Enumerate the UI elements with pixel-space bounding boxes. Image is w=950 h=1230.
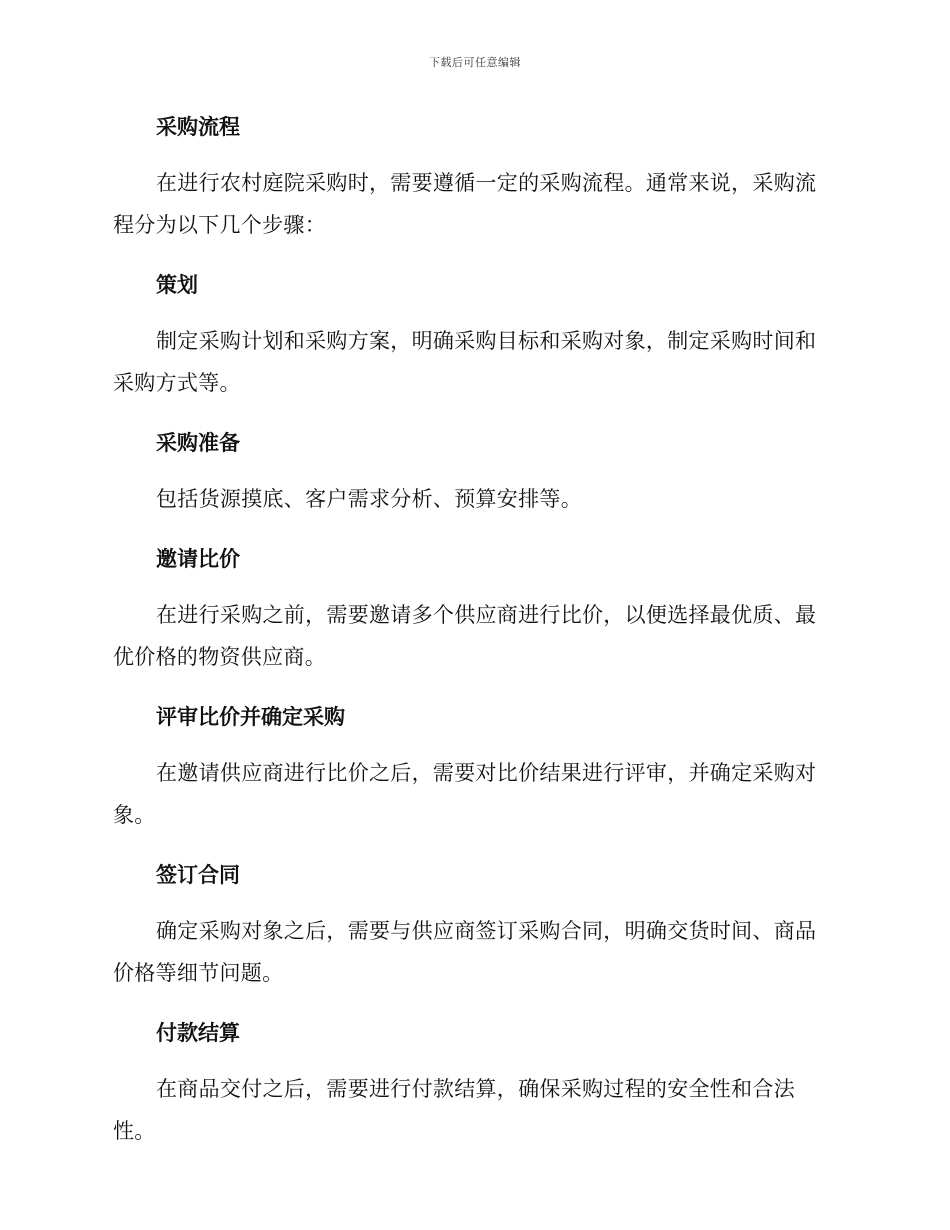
section-heading-invite-bids: 邀请比价 — [156, 547, 240, 571]
section-heading-payment-settlement: 付款结算 — [156, 1021, 240, 1045]
section-heading-preparation: 采购准备 — [156, 431, 240, 455]
section-body-invite-bids: 在进行采购之前，需要邀请多个供应商进行比价，以便选择最优质、最优价格的物资供应商。 — [113, 603, 817, 669]
page-header: 下载后可任意编辑 — [429, 56, 521, 69]
document-content — [113, 108, 833, 1172]
section-body-procurement-process: 在进行农村庭院采购时，需要遵循一定的采购流程。通常来说，采购流程分为以下几个步骤： — [113, 171, 817, 237]
section-body-sign-contract: 确定采购对象之后，需要与供应商签订采购合同，明确交货时间、商品价格等细节问题。 — [113, 919, 817, 985]
section-body-preparation: 包括货源摸底、客户需求分析、预算安排等。 — [156, 487, 582, 511]
section-heading-sign-contract: 签订合同 — [156, 863, 240, 887]
section-body-payment-settlement: 在商品交付之后，需要进行付款结算，确保采购过程的安全性和合法性。 — [113, 1077, 795, 1143]
section-heading-review-and-confirm: 评审比价并确定采购 — [156, 705, 345, 729]
section-heading-procurement-process: 采购流程 — [156, 115, 240, 139]
section-body-review-and-confirm: 在邀请供应商进行比价之后，需要对比价结果进行评审，并确定采购对象。 — [113, 761, 817, 827]
section-body-planning: 制定采购计划和采购方案，明确采购目标和采购对象，制定采购时间和采购方式等。 — [113, 329, 817, 395]
section-heading-planning: 策划 — [156, 273, 198, 297]
